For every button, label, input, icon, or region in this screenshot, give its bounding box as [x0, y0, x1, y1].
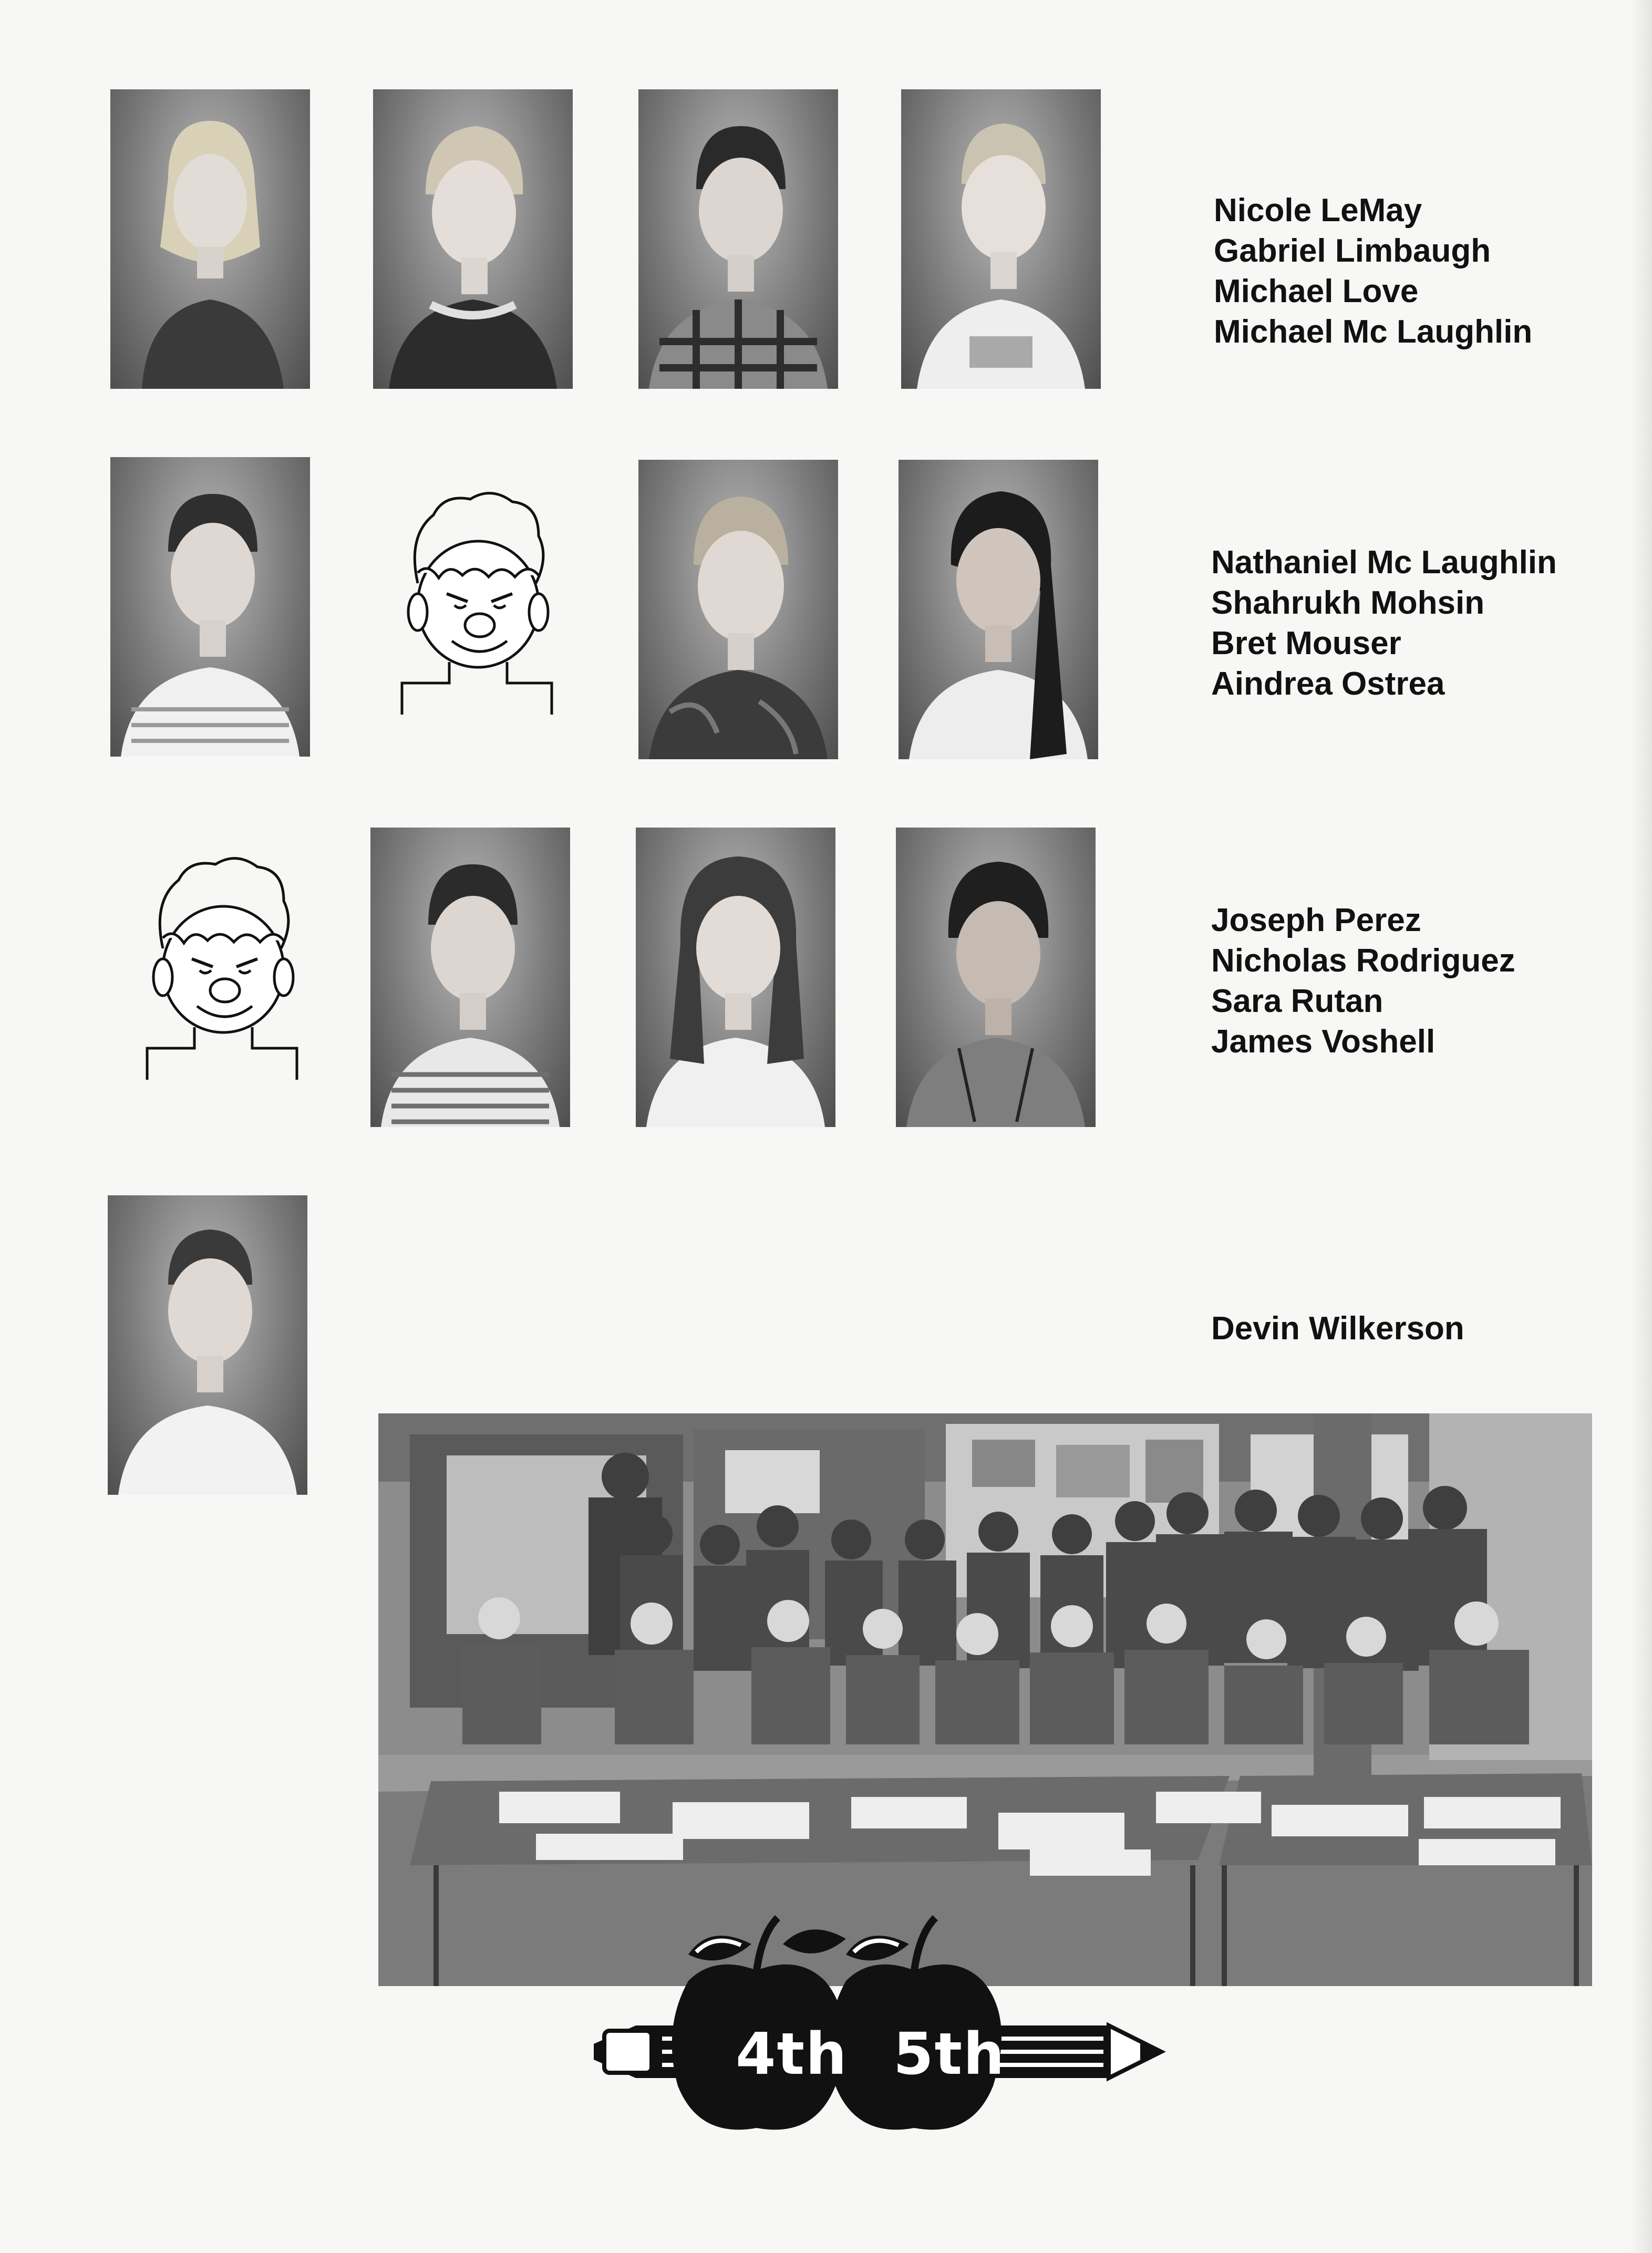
student-photo: [110, 89, 310, 389]
name-list-row-2: [1211, 542, 1557, 704]
student-name: James Voshell: [1211, 1024, 1436, 1060]
student-name: Nathaniel Mc Laughlin: [1211, 544, 1557, 581]
name-list-row-4: [1211, 1308, 1464, 1349]
student-name: Joseph Perez: [1211, 902, 1421, 938]
name-list-row-3: [1211, 900, 1515, 1062]
class-group-photo: [378, 1413, 1592, 1986]
student-name: Shahrukh Mohsin: [1211, 585, 1485, 621]
student-name: Michael Love: [1214, 273, 1419, 309]
cartoon-face-icon: [142, 849, 300, 1080]
student-photo: [110, 457, 310, 757]
student-photo: [108, 1195, 307, 1495]
cartoon-face-icon: [397, 483, 554, 715]
student-name: Sara Rutan: [1211, 983, 1383, 1019]
apple-pencil-icon: [583, 1913, 1177, 2144]
student-photo: [636, 828, 835, 1127]
student-name: Devin Wilkerson: [1211, 1310, 1464, 1347]
student-name: Aindrea Ostrea: [1211, 666, 1445, 702]
name-list-row-1: [1214, 190, 1532, 352]
student-photo: [638, 89, 838, 389]
student-name: Michael Mc Laughlin: [1214, 314, 1533, 350]
grade-label-5th: 5th: [893, 2020, 1006, 2087]
student-photo: [896, 828, 1096, 1127]
student-name: Bret Mouser: [1211, 625, 1401, 662]
student-name: Gabriel Limbaugh: [1214, 233, 1491, 269]
student-photo: [899, 460, 1098, 759]
student-name: Nicholas Rodriguez: [1211, 943, 1515, 979]
page-edge-shadow: [1631, 0, 1652, 2253]
student-photo: [370, 828, 570, 1127]
student-photo: [373, 89, 573, 389]
grade-label-4th: 4th: [736, 2020, 848, 2087]
student-name: Nicole LeMay: [1214, 192, 1422, 229]
student-photo: [901, 89, 1101, 389]
student-photo: [638, 460, 838, 759]
